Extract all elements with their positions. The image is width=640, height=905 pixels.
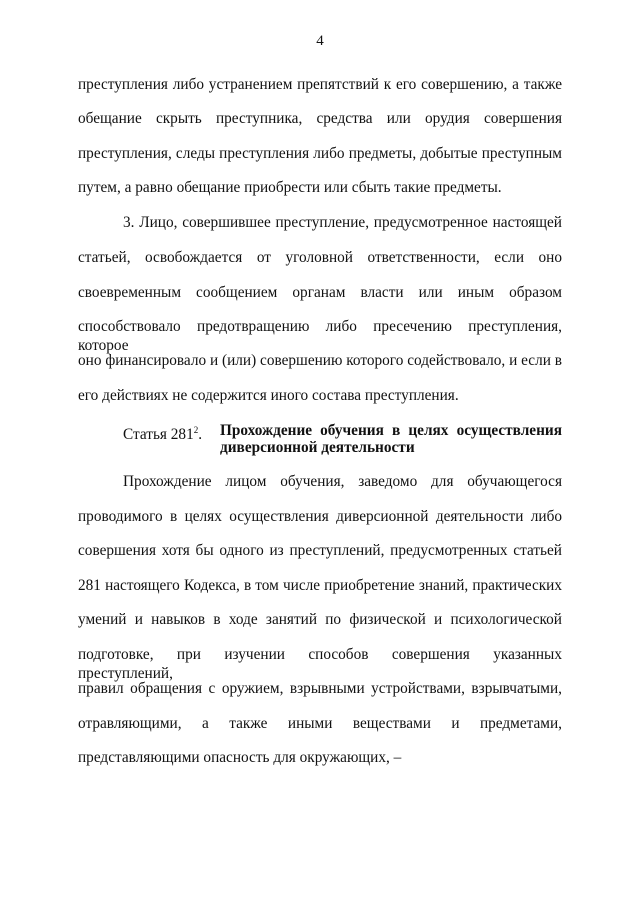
paragraph-3-line: 281 настоящего Кодекса, в том числе приобретение знаний, практических: [78, 577, 562, 594]
paragraph-3-line: подготовке, при изучении способов совершения указанных преступлений,: [78, 646, 562, 682]
paragraph-2-line: своевременным сообщением органам власти или иным образом: [78, 284, 562, 301]
paragraph-3-line: отравляющими, а также иными веществами и предметами,: [78, 715, 562, 732]
paragraph-2-line: его действиях не содержится иного состава преступления.: [78, 387, 459, 404]
paragraph-2-line: статьей, освобождается от уголовной ответственности, если оно: [78, 249, 562, 266]
paragraph-3-line: проводимого в целях осуществления диверсионной деятельности либо: [78, 508, 562, 525]
paragraph-2-line: 3. Лицо, совершившее преступление, предусмотренное настоящей: [123, 214, 562, 231]
paragraph-1-line: путем, а равно обещание приобрести или сбыть такие предметы.: [78, 179, 502, 196]
paragraph-1-line: преступления, следы преступления либо предметы, добытые преступным: [78, 145, 562, 162]
article-label-text: Статья 281: [123, 426, 194, 443]
article-title-line: Прохождение обучения в целях осуществления: [220, 422, 562, 439]
paragraph-3-line: умений и навыков в ходе занятий по физической и психологической: [78, 611, 562, 628]
paragraph-1-line: преступления либо устранением препятствий к его совершению, а также: [78, 76, 562, 93]
article-label-superscript: 2: [193, 425, 199, 435]
paragraph-3-line: Прохождение лицом обучения, заведомо для обучающегося: [123, 473, 562, 490]
paragraph-3-line: правил обращения с оружием, взрывными устройствами, взрывчатыми,: [78, 680, 562, 697]
paragraph-2-line: оно финансировало и (или) совершению которого содействовало, и если в: [78, 352, 562, 369]
paragraph-3-line: совершения хотя бы одного из преступлений, предусмотренных статьей: [78, 542, 562, 559]
article-label-suffix: .: [198, 426, 203, 443]
paragraph-1-line: обещание скрыть преступника, средства или орудия совершения: [78, 110, 562, 127]
paragraph-2-line: способствовало предотвращению либо пресечению преступления, которое: [78, 318, 562, 354]
article-title-line: диверсионной деятельности: [220, 439, 415, 456]
page-number: 4: [316, 33, 324, 49]
article-title: [220, 422, 562, 456]
paragraph-3-line: представляющими опасность для окружающих, –: [78, 749, 402, 766]
article-label: [123, 422, 202, 443]
